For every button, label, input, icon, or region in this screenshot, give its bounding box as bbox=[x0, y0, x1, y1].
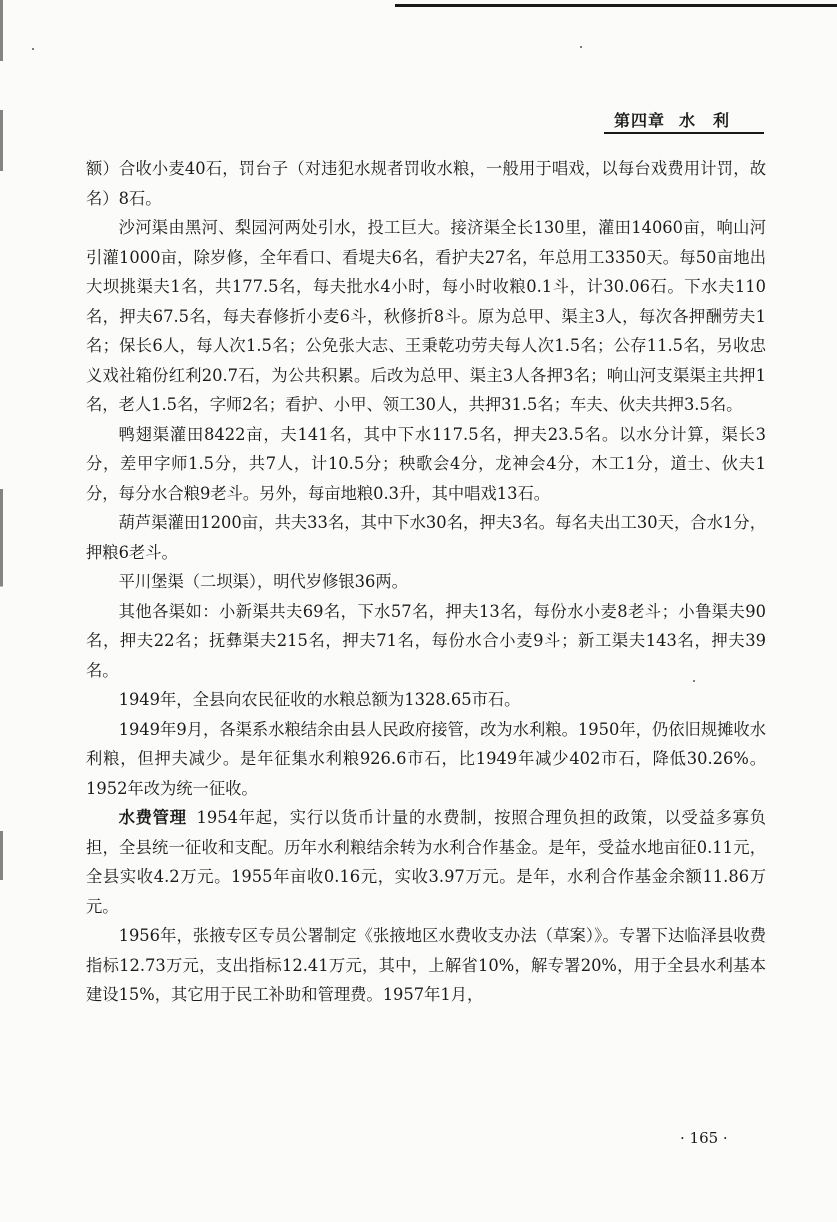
paragraph-3: 鸭翅渠灌田8422亩，夫141名，其中下水117.5名，押夫23.5名。以水分计算，渠长3分，差甲字师1.5分，共7人，计10.5分；秧歌会4分，龙神会4分，木工1分，道士、伙夫1分，每分水合粮9老斗。另外，每亩地粮0.3升，其中唱戏13石。 bbox=[86, 424, 766, 503]
paragraph-8: 1949年9月，各渠系水粮结余由县人民政府接管，改为水利粮。1950年，仍依旧规摊收水利粮，但押夫减少。是年征集水利粮926.6市石，比1949年减少402市石，降低30.26%。1952年改为统一征收。 bbox=[86, 719, 766, 798]
chapter-number: 第四章 bbox=[614, 111, 666, 130]
scan-speck bbox=[32, 48, 34, 50]
paragraph-4: 葫芦渠灌田1200亩，共夫33名，其中下水30名，押夫3名。每名夫出工30天，合水1分，押粮6老斗。 bbox=[86, 513, 766, 562]
chapter-header bbox=[614, 108, 730, 131]
section-lead-water-fee: 水费管理 bbox=[118, 808, 187, 827]
scan-speck bbox=[693, 680, 695, 682]
chapter-title: 水 利 bbox=[679, 111, 731, 130]
page-number: · 165 · bbox=[680, 1129, 728, 1147]
top-border-rule bbox=[395, 4, 837, 7]
paragraph-7: 1949年，全县向农民征收的水粮总额为1328.65市石。 bbox=[118, 690, 521, 709]
paragraph-9: 水费管理 1954年起，实行以货币计量的水费制，按照合理负担的政策，以受益多寡负担，全县统一征收和支配。历年水利粮结余转为水利合作基金。是年，受益水地亩征0.11元，全县实收4.2万元。1955年亩收0.16元，实收3.97万元。是年，水利合作基金余额11.86万元。 bbox=[86, 808, 766, 916]
header-underline bbox=[604, 132, 764, 134]
body-text bbox=[86, 154, 766, 1010]
scan-speck bbox=[580, 46, 582, 48]
paragraph-10: 1956年，张掖专区专员公署制定《张掖地区水费收支办法（草案）》。专署下达临泽县收费指标12.73万元，支出指标12.41万元，其中，上解省10%，解专署20%，用于全县水利基本建设15%，其它用于民工补助和管理费。1957年1月， bbox=[86, 926, 766, 1004]
paragraph-1: 额）合收小麦40石，罚台子（对违犯水规者罚收水粮，一般用于唱戏，以每台戏费用计罚，故名）8石。 bbox=[86, 159, 766, 208]
paragraph-6: 其他各渠如：小新渠共夫69名，下水57名，押夫13名，每份水小麦8老斗；小鲁渠夫90名，押夫22名；抚彝渠夫215名，押夫71名，每份水合小麦9斗；新工渠夫143名，押夫39名。 bbox=[86, 601, 766, 680]
paragraph-2: 沙河渠由黑河、梨园河两处引水，投工巨大。接济渠全长130里，灌田14060亩，响山河引灌1000亩，除岁修，全年看口、看堤夫6名，看护夫27名，年总用工3350天。每50亩地出大坝挑渠夫1名，共177.5名，每夫批水4小时，每小时收粮0.1斗，计30.06石。下水夫110名，押夫67.5名，每夫春修折小麦6斗，秋修折8斗。原为总甲、渠主3人，每次各押酬劳夫1名；保长6人，每人次1.5名；公免张大志、王秉乾功劳夫每人次1.5名；公存11.5名，另收忠义戏社箱份红利20.7石，为公共积累。后改为总甲、渠主3人各押3名；响山河支渠渠主共押1名，老人1.5名，字师2名；看护、小甲、领工30人，共押31.5名；车夫、伙夫共押3.5名。 bbox=[86, 218, 766, 414]
paragraph-5: 平川堡渠（二坝渠），明代岁修银36两。 bbox=[118, 572, 408, 591]
scan-edge-shadow bbox=[0, 0, 3, 1222]
